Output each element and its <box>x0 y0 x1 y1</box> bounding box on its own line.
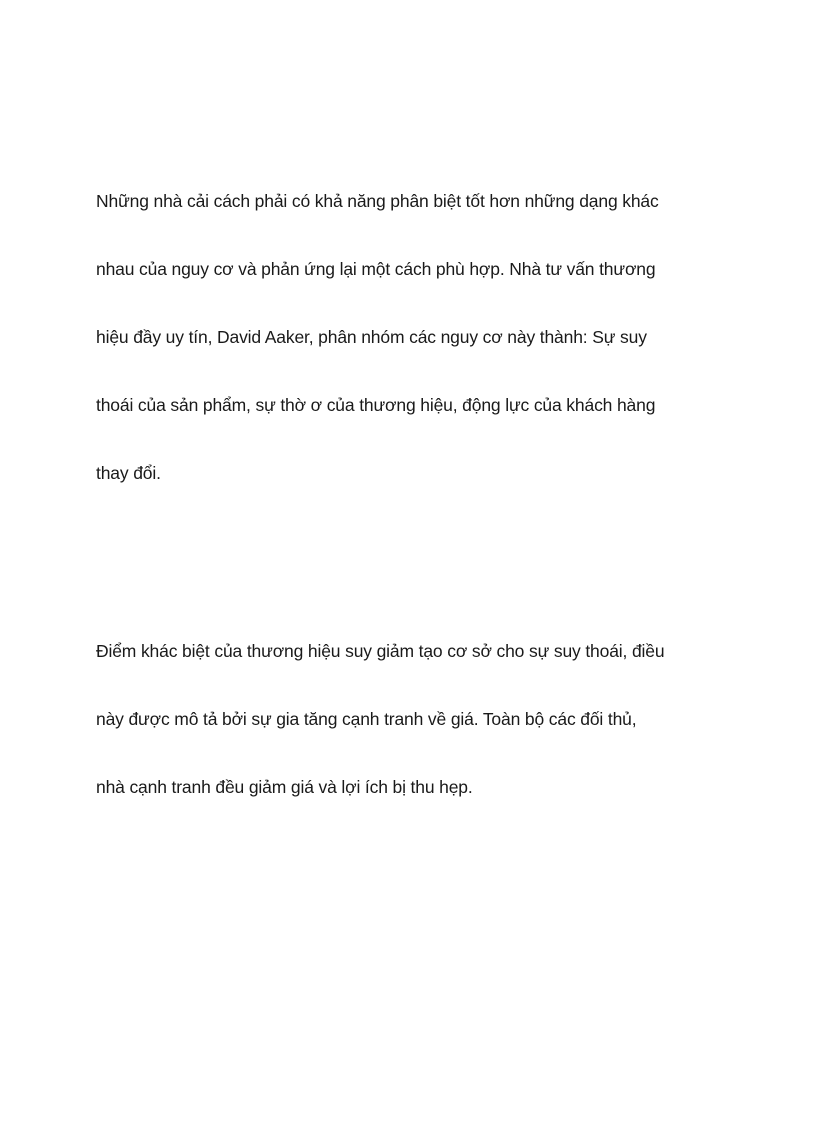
paragraph-line: thoái của sản phẩm, sự thờ ơ của thương hiệu, động lực của khách hàng <box>96 395 656 415</box>
paragraph-line: Những nhà cải cách phải có khả năng phân biệt tốt hơn những dạng khác <box>96 191 659 211</box>
paragraph-line: Điểm khác biệt của thương hiệu suy giảm tạo cơ sở cho sự suy thoái, điều <box>96 641 665 661</box>
paragraph-line: hiệu đầy uy tín, David Aaker, phân nhóm các nguy cơ này thành: Sự suy <box>96 327 647 347</box>
paragraph-line: nhau của nguy cơ và phản ứng lại một cách phù hợp. Nhà tư vấn thương <box>96 259 656 279</box>
paragraph-line: nhà cạnh tranh đều giảm giá và lợi ích bị thu hẹp. <box>96 777 473 797</box>
paragraph-line: này được mô tả bởi sự gia tăng cạnh tranh về giá. Toàn bộ các đối thủ, <box>96 709 637 729</box>
paragraph-line: thay đổi. <box>96 463 161 483</box>
